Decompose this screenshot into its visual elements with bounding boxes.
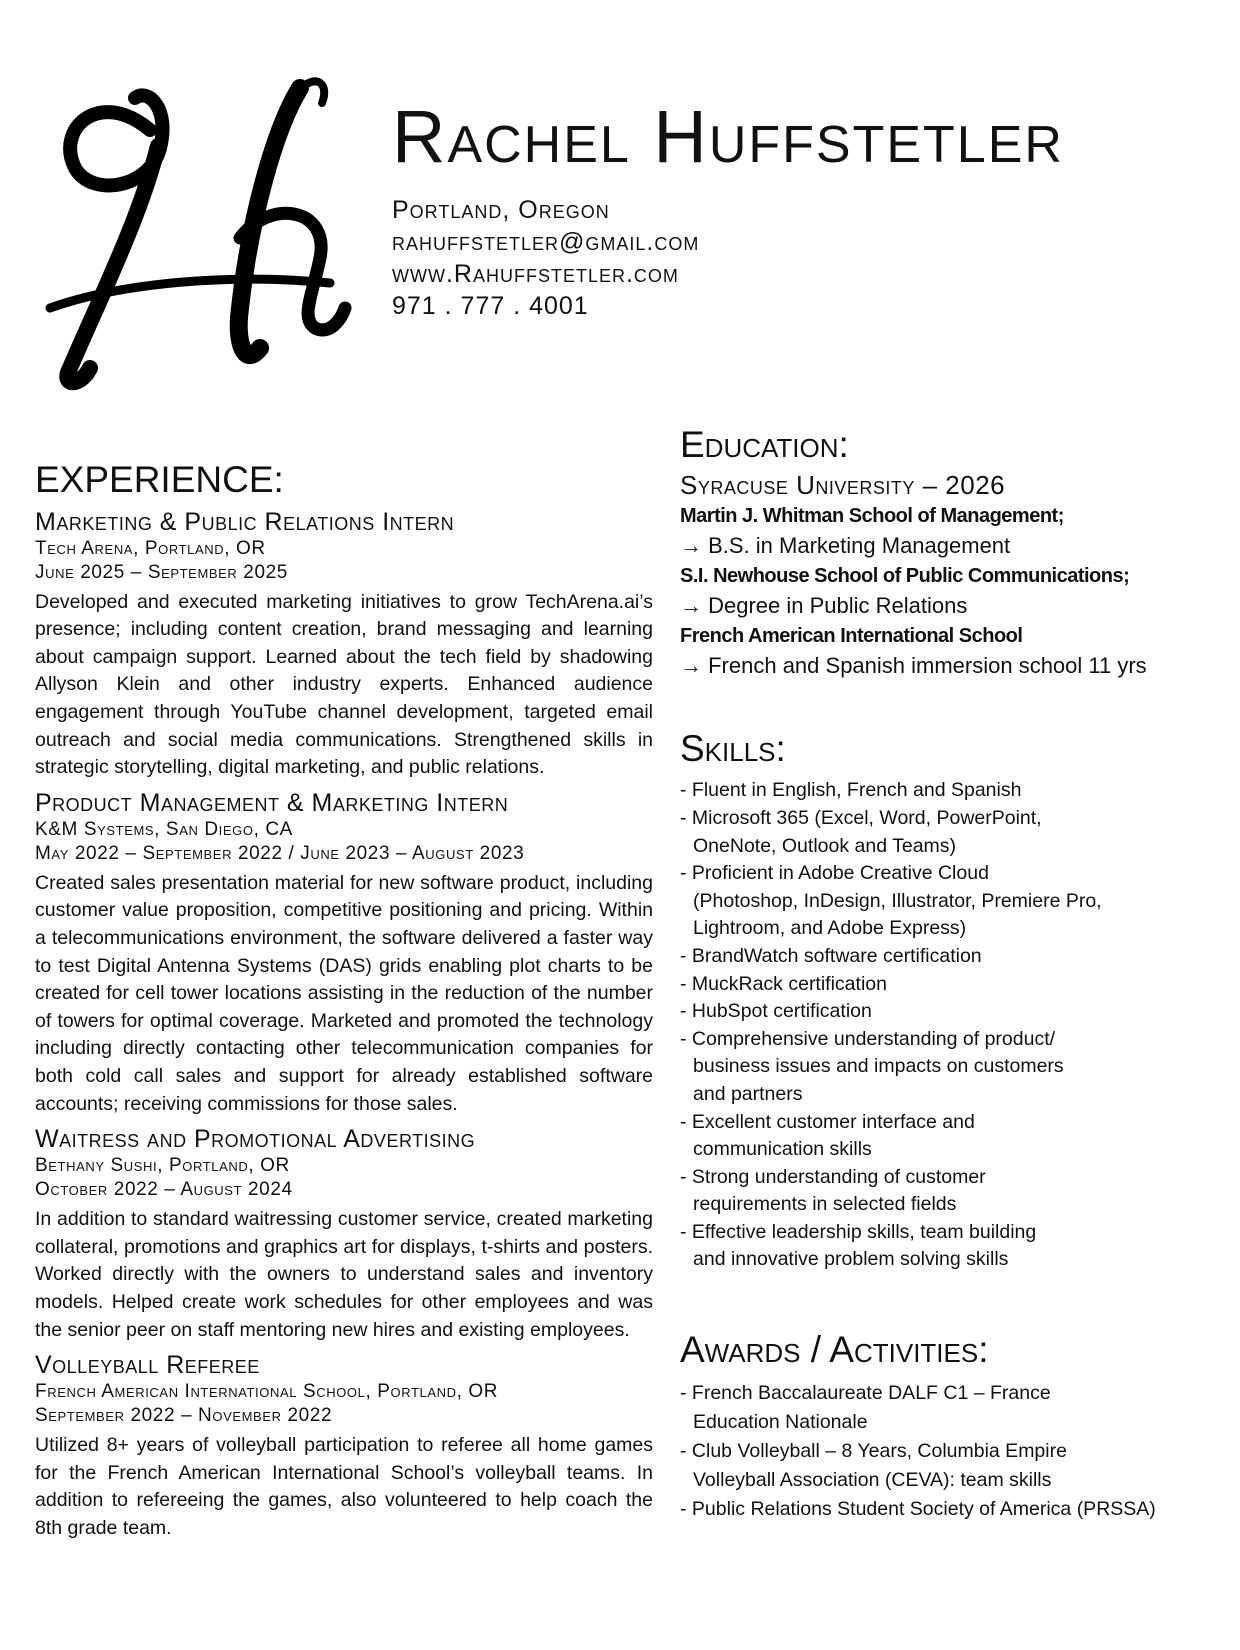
job-title: Marketing & Public Relations Intern [35,507,455,536]
candidate-name: Rachel Huffstetler [392,95,1064,178]
education-degree: → French and Spanish immersion school 11 yrs [680,652,1147,678]
job-entry [35,507,653,782]
list-item: - Club Volleyball – 8 Years, Columbia Empire Volleyball Association (CEVA): team skills [680,1439,1067,1491]
education-section [680,425,1220,681]
job-organization: Tech Arena, Portland, OR [35,537,266,559]
job-description: In addition to standard waitressing customer service, created marketing collateral, promotions and graphics art for displays, t-shirts and posters. Worked directly with the owners to understand sales and inventory models. Helped create work schedules for other employees and was the senior peer on staff mentoring new hires and existing employees. [35,1208,653,1341]
list-item: - Effective leadership skills, team building and innovative problem solving skills [680,1220,1037,1271]
job-organization: Bethany Sushi, Portland, OR [35,1155,290,1177]
education-degree: → Degree in Public Relations [680,592,968,618]
list-item: - Comprehensive understanding of product/ business issues and impacts on customers and partners [680,1027,1064,1105]
job-dates: September 2022 – November 2022 [35,1405,333,1427]
job-dates: May 2022 – September 2022 / June 2023 – August 2023 [35,842,525,864]
list-item: - French Baccalaureate DALF C1 – France Education Nationale [680,1381,1051,1433]
phone-number: 971 . 777 . 4001 [392,292,589,320]
job-title: Volleyball Referee [35,1351,260,1380]
list-item: - MuckRack certification [680,972,887,995]
education-heading: Education: [680,424,849,465]
list-item: - BrandWatch software certification [680,944,982,967]
job-organization: K&M Systems, San Diego, CA [35,818,293,840]
skills-list [680,777,1220,1274]
education-school: French American International School [680,624,1023,647]
job-dates: October 2022 – August 2024 [35,1179,293,1201]
email-link[interactable]: rahuffstetler@gmail.com [392,228,700,256]
job-dates: June 2025 – September 2025 [35,561,288,583]
job-description: Developed and executed marketing initiatives to grow TechArena.ai’s presence; including content creation, brand messaging and learning about campaign support. Learned about the tech field by shadowing Allyson Klein and other industry experts. Enhanced audience engagement through YouTube channel development, targeted email outreach and social media communications. Strengthened skills in strategic storytelling, digital marketing, and public relations. [35,590,653,779]
awards-heading: Awards / Activities: [680,1329,989,1371]
list-item: - HubSpot certification [680,1000,872,1023]
experience-heading: EXPERIENCE: [35,459,284,500]
job-entry [35,1350,653,1542]
skills-heading: Skills: [680,727,786,769]
list-item: - Proficient in Adobe Creative Cloud (Photoshop, InDesign, Illustrator, Premiere Pro, Lightroom, and Adobe Express) [680,862,1102,940]
experience-section [35,460,653,1543]
awards-section [680,1330,1220,1524]
list-item: - Fluent in English, French and Spanish [680,779,1022,802]
list-item: - Strong understanding of customer requirements in selected fields [680,1165,986,1216]
job-description: Created sales presentation material for new software product, including customer value proposition, competitive positioning and pricing. Within a telecommunications environment, the software delivered a faster way to test Digital Antenna Systems (DAS) grids enabling plot charts to be created for cell tower locations assisting in the reduction of the number of towers for optimal coverage. Marketed and promoted the technology including directly contacting other telecommunication companies for both cold call sales and support for already established software accounts; receiving commissions for those sales. [35,871,653,1115]
job-organization: French American International School, Portland, OR [35,1381,499,1403]
contact-info [392,194,699,322]
university-name: Syracuse University – 2026 [680,469,1006,500]
awards-list [680,1379,1220,1524]
list-item: - Excellent customer interface and communication skills [680,1110,975,1161]
job-title: Waitress and Promotional Advertising [35,1125,476,1154]
job-description: Utilized 8+ years of volleyball participation to referee all home games for the French American International School’s volleyball teams. In addition to refereeing the games, also volunteered to help coach the 8th grade team. [35,1434,653,1539]
education-school: S.I. Newhouse School of Public Communications; [680,564,1130,587]
job-entry [35,1124,653,1344]
list-item: - Microsoft 365 (Excel, Word, PowerPoint, OneNote, Outlook and Teams) [680,806,1042,857]
education-school: Martin J. Whitman School of Management; [680,504,1064,527]
list-item: - Public Relations Student Society of America (PRSSA) [680,1497,1156,1520]
education-degree: → B.S. in Marketing Management [680,532,1011,558]
location: Portland, Oregon [392,196,610,224]
job-entry [35,788,653,1118]
skills-section [680,729,1220,1274]
monogram-logo [30,68,370,398]
job-title: Product Management & Marketing Intern [35,788,509,817]
right-column [680,425,1220,1524]
website-link[interactable]: www.Rahuffstetler.com [392,260,679,288]
